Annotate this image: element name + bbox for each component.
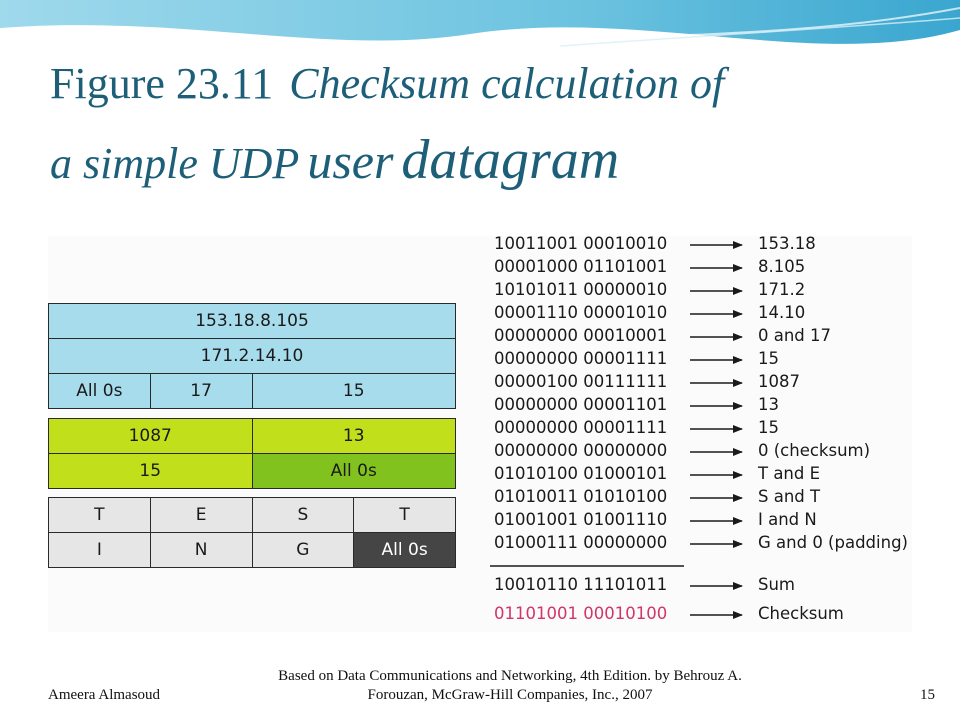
binary-word: 00001000 01101001 [494, 257, 668, 276]
payload-cell: G [252, 533, 354, 568]
zeros-cell: All 0s [49, 374, 151, 409]
udp-length-cell: 15 [252, 374, 456, 409]
word-value: I and N [758, 510, 817, 529]
binary-word: 01010100 01000101 [494, 464, 668, 483]
word-value: G and 0 (padding) [758, 533, 908, 552]
checksum-label: Checksum [758, 604, 844, 623]
destination-port-cell: 13 [252, 419, 456, 454]
binary-word: 00001110 00001010 [494, 303, 668, 322]
footer-source [230, 667, 790, 705]
word-value: T and E [758, 464, 821, 483]
padding-cell: All 0s [354, 533, 456, 568]
binary-word: 00000000 00001101 [494, 395, 668, 414]
title-text-part: user [307, 133, 394, 189]
word-value: S and T [758, 487, 821, 506]
binary-word: 00000000 00001111 [494, 418, 668, 437]
destination-ip-cell: 171.2.14.10 [49, 339, 456, 374]
title-text-part: Checksum calculation of [289, 59, 725, 108]
footer-author: Ameera Almasoud [48, 687, 161, 703]
title-text-part: a simple UDP [50, 139, 300, 188]
binary-word: 00000000 00001111 [494, 349, 668, 368]
word-value: 13 [758, 395, 779, 414]
footer-source-line: Based on Data Communications and Networking, 4th Edition. by Behrouz A. [278, 668, 742, 684]
word-value: 0 and 17 [758, 326, 832, 345]
word-value: 171.2 [758, 280, 806, 299]
title-text-part: datagram [401, 129, 620, 191]
word-value: 1087 [758, 372, 800, 391]
word-value: 14.10 [758, 303, 806, 322]
payload-cell: I [49, 533, 151, 568]
binary-word: 00000100 00111111 [494, 372, 668, 391]
payload-cell: T [354, 498, 456, 533]
payload-cell: S [252, 498, 354, 533]
word-value: 15 [758, 418, 779, 437]
binary-word: 01000111 00000000 [494, 533, 668, 552]
word-value: 15 [758, 349, 779, 368]
payload-cell: E [150, 498, 252, 533]
binary-word: 10101011 00000010 [494, 280, 668, 299]
word-value: 153.18 [758, 234, 816, 253]
checksum-cell: All 0s [252, 454, 456, 489]
payload-cell: N [150, 533, 252, 568]
checksum-binary: 01101001 00010100 [494, 604, 668, 623]
footer-source-line: Forouzan, McGraw-Hill Companies, Inc., 2007 [367, 687, 653, 703]
total-length-cell: 15 [49, 454, 253, 489]
word-value: 8.105 [758, 257, 806, 276]
source-ip-cell: 153.18.8.105 [49, 304, 456, 339]
sum-label: Sum [758, 575, 796, 594]
binary-word: 01010011 01010100 [494, 487, 668, 506]
binary-word: 00000000 00000000 [494, 441, 668, 460]
binary-word: 00000000 00010001 [494, 326, 668, 345]
page-number: 15 [920, 687, 935, 703]
payload-cell: T [49, 498, 151, 533]
source-port-cell: 1087 [49, 419, 253, 454]
protocol-cell: 17 [150, 374, 252, 409]
sum-binary: 10010110 11101011 [494, 575, 668, 594]
figure-number: Figure 23.11 [50, 59, 274, 108]
word-value: 0 (checksum) [758, 441, 871, 460]
binary-word: 10011001 00010010 [494, 234, 668, 253]
binary-word: 01001001 01001110 [494, 510, 668, 529]
